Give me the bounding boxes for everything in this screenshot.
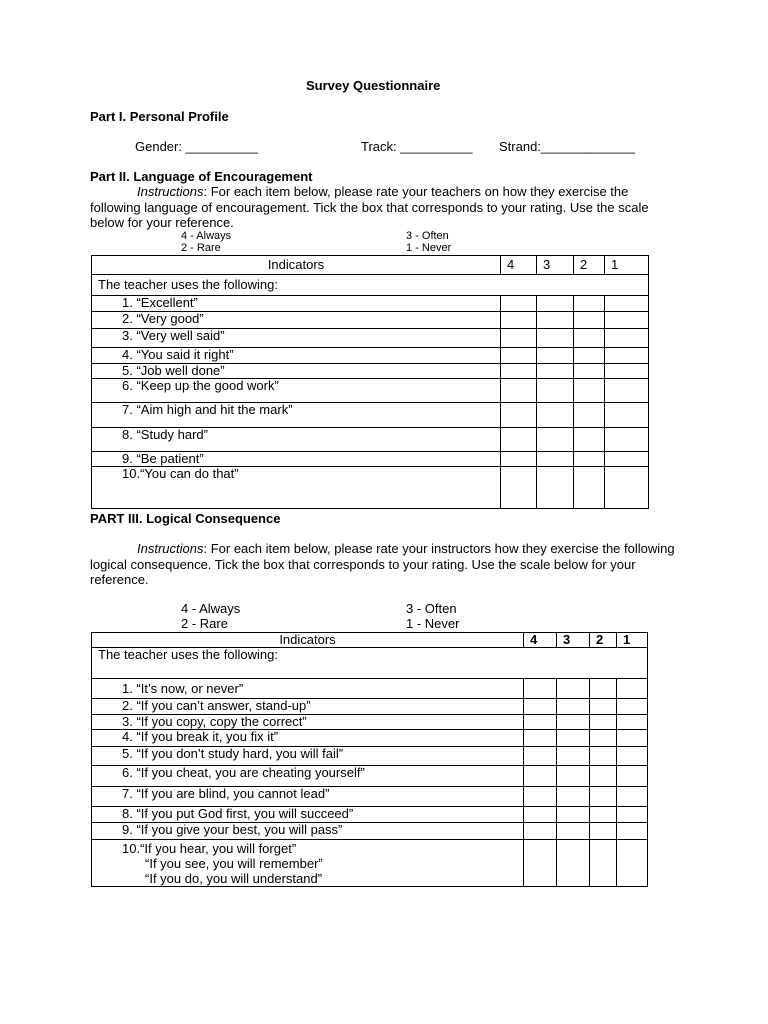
rating-box-4[interactable] [501, 312, 537, 329]
rating-box-2[interactable] [574, 312, 605, 329]
rating-box-1[interactable] [605, 452, 649, 467]
scale-often: 3 - Often [406, 601, 457, 616]
rating-box-2[interactable] [590, 747, 617, 766]
table-row [92, 452, 649, 467]
part3-heading: PART III. Logical Consequence [90, 511, 281, 526]
rating-box-3[interactable] [537, 329, 574, 348]
table-row [92, 715, 648, 730]
rating-box-1[interactable] [617, 699, 648, 715]
consequence-table [91, 632, 648, 887]
rating-box-4[interactable] [524, 823, 557, 840]
part2-heading: Part II. Language of Encouragement [90, 169, 313, 184]
rating-box-3[interactable] [537, 467, 574, 509]
rating-box-2[interactable] [590, 787, 617, 807]
rating-box-2[interactable] [574, 403, 605, 428]
indicator-label: 3. “Very well said” [92, 329, 501, 348]
rating-box-2[interactable] [574, 379, 605, 403]
indicator-line: “If you see, you will remember” [145, 856, 323, 871]
rating-box-2[interactable] [574, 467, 605, 509]
rating-box-1[interactable] [617, 715, 648, 730]
rating-box-2[interactable] [590, 715, 617, 730]
rating-box-1[interactable] [605, 312, 649, 329]
rating-box-1[interactable] [617, 679, 648, 699]
table-row [92, 329, 649, 348]
table-row [92, 747, 648, 766]
part1-heading: Part I. Personal Profile [90, 109, 229, 124]
rating-box-3[interactable] [557, 730, 590, 747]
scale-rare: 2 - Rare [181, 242, 221, 254]
rating-box-3[interactable] [557, 699, 590, 715]
part2-instructions [90, 184, 680, 231]
rating-box-1[interactable] [605, 329, 649, 348]
rating-box-3[interactable] [537, 379, 574, 403]
page-title: Survey Questionnaire [306, 78, 441, 93]
indicator-label [92, 840, 524, 887]
rating-box-1[interactable] [617, 823, 648, 840]
rating-box-4[interactable] [501, 467, 537, 509]
indicator-label: 2. “Very good” [92, 312, 501, 329]
rating-box-4[interactable] [524, 787, 557, 807]
table-row [92, 807, 648, 823]
indicator-label: 4. “If you break it, you fix it” [92, 730, 524, 747]
scale-always: 4 - Always [181, 601, 241, 616]
indicator-label: 4. “You said it right” [92, 348, 501, 364]
rating-box-2[interactable] [590, 823, 617, 840]
rating-box-1[interactable] [605, 403, 649, 428]
indicator-label: 1. “Excellent” [92, 296, 501, 312]
indicator-label: 6. “Keep up the good work” [92, 379, 501, 403]
scale-never: 1 - Never [406, 242, 452, 254]
rating-box-2[interactable] [574, 296, 605, 312]
rating-box-3[interactable] [557, 715, 590, 730]
part2-instructions-text: : For each item below, please rate your teachers on how they exercise the following language of encouragement. Tick the box that corresponds to your rating. Use the scale below for your reference. [90, 184, 649, 230]
rating-box-2[interactable] [590, 730, 617, 747]
indicator-label: 5. “If you don’t study hard, you will fail” [92, 747, 524, 766]
rating-box-4[interactable] [501, 364, 537, 379]
rating-box-1[interactable] [617, 747, 648, 766]
part2-instructions-label: Instructions [137, 184, 204, 199]
indicator-label: 8. “Study hard” [92, 428, 501, 452]
track-field[interactable]: Track: __________ [361, 139, 473, 154]
rating-box-1[interactable] [605, 296, 649, 312]
scale-always: 4 - Always [181, 230, 232, 242]
part3-instructions-text: : For each item below, please rate your instructors how they exercise the following logical consequence. Tick the box that corresponds to your rating. Use the scale below for your reference. [90, 541, 675, 587]
rating-box-1[interactable] [617, 840, 648, 887]
scale-rare: 2 - Rare [181, 616, 228, 631]
rating-box-4[interactable] [524, 699, 557, 715]
rating-box-2[interactable] [590, 699, 617, 715]
table-row [92, 766, 648, 787]
rating-box-3[interactable] [557, 840, 590, 887]
table-row [92, 428, 649, 452]
rating-box-4[interactable] [524, 679, 557, 699]
table-row [92, 403, 649, 428]
table-row [92, 379, 649, 403]
table-row [92, 312, 649, 329]
table-row [92, 787, 648, 807]
table-row [92, 467, 649, 509]
rating-box-3[interactable] [537, 296, 574, 312]
indicator-label: 10.“You can do that” [92, 467, 501, 509]
col-3-header: 3 [557, 633, 590, 648]
indicator-line: 10.“If you hear, you will forget” [122, 841, 297, 856]
rating-box-4[interactable] [524, 747, 557, 766]
indicator-label: 8. “If you put God first, you will succeed” [92, 807, 524, 823]
indicators-header: Indicators [92, 633, 524, 648]
rating-box-4[interactable] [524, 730, 557, 747]
col-4-header: 4 [524, 633, 557, 648]
rating-box-3[interactable] [537, 348, 574, 364]
rating-box-4[interactable] [524, 715, 557, 730]
rating-box-3[interactable] [537, 312, 574, 329]
rating-box-4[interactable] [501, 452, 537, 467]
rating-box-2[interactable] [590, 679, 617, 699]
strand-field[interactable]: Strand:_____________ [499, 139, 635, 154]
rating-box-3[interactable] [557, 823, 590, 840]
indicator-line: “If you do, you will understand” [145, 871, 323, 886]
table-row [92, 679, 648, 699]
part3-instructions-label: Instructions [137, 541, 204, 556]
rating-box-1[interactable] [605, 364, 649, 379]
rating-box-2[interactable] [590, 807, 617, 823]
table-row [92, 348, 649, 364]
indicator-label: 6. “If you cheat, you are cheating yourself” [92, 766, 524, 787]
rating-box-4[interactable] [501, 329, 537, 348]
rating-box-1[interactable] [605, 348, 649, 364]
table-row [92, 823, 648, 840]
table-row [92, 730, 648, 747]
col-2-header: 2 [590, 633, 617, 648]
table-row [92, 699, 648, 715]
rating-box-3[interactable] [557, 766, 590, 787]
rating-box-4[interactable] [501, 403, 537, 428]
table-row [92, 840, 648, 887]
indicator-label: 1. “It’s now, or never” [92, 679, 524, 699]
rating-box-1[interactable] [617, 807, 648, 823]
rating-box-4[interactable] [524, 840, 557, 887]
gender-field[interactable]: Gender: __________ [135, 139, 258, 154]
scale-often: 3 - Often [406, 230, 449, 242]
col-1-header: 1 [605, 256, 649, 275]
table-lead: The teacher uses the following: [92, 275, 649, 296]
col-3-header: 3 [537, 256, 574, 275]
part3-instructions [90, 541, 680, 588]
rating-box-3[interactable] [537, 364, 574, 379]
indicator-label: 9. “If you give your best, you will pass” [92, 823, 524, 840]
rating-box-2[interactable] [574, 329, 605, 348]
scale-never: 1 - Never [406, 616, 460, 631]
rating-box-3[interactable] [557, 747, 590, 766]
rating-box-2[interactable] [590, 840, 617, 887]
rating-box-4[interactable] [501, 348, 537, 364]
table-row [92, 364, 649, 379]
indicator-label: 7. “Aim high and hit the mark” [92, 403, 501, 428]
rating-box-3[interactable] [537, 452, 574, 467]
rating-box-3[interactable] [557, 679, 590, 699]
table-row [92, 296, 649, 312]
indicator-label: 2. “If you can’t answer, stand-up” [92, 699, 524, 715]
rating-box-4[interactable] [501, 428, 537, 452]
rating-box-1[interactable] [617, 730, 648, 747]
indicator-label: 7. “If you are blind, you cannot lead” [92, 787, 524, 807]
rating-box-2[interactable] [574, 348, 605, 364]
indicator-label: 9. “Be patient” [92, 452, 501, 467]
table-lead: The teacher uses the following: [92, 648, 648, 679]
rating-box-2[interactable] [574, 428, 605, 452]
indicator-label: 3. “If you copy, copy the correct” [92, 715, 524, 730]
rating-box-2[interactable] [590, 766, 617, 787]
col-2-header: 2 [574, 256, 605, 275]
rating-box-3[interactable] [557, 807, 590, 823]
indicator-label: 5. “Job well done” [92, 364, 501, 379]
rating-box-4[interactable] [524, 766, 557, 787]
rating-box-4[interactable] [501, 379, 537, 403]
col-1-header: 1 [617, 633, 648, 648]
rating-box-3[interactable] [537, 403, 574, 428]
rating-box-1[interactable] [605, 467, 649, 509]
indicators-header: Indicators [92, 256, 501, 275]
rating-box-1[interactable] [617, 787, 648, 807]
rating-box-4[interactable] [501, 296, 537, 312]
rating-box-1[interactable] [605, 379, 649, 403]
rating-box-2[interactable] [574, 452, 605, 467]
rating-box-2[interactable] [574, 364, 605, 379]
col-4-header: 4 [501, 256, 537, 275]
rating-box-4[interactable] [524, 807, 557, 823]
rating-box-1[interactable] [617, 766, 648, 787]
rating-box-3[interactable] [537, 428, 574, 452]
rating-box-3[interactable] [557, 787, 590, 807]
rating-box-1[interactable] [605, 428, 649, 452]
encouragement-table [91, 255, 649, 509]
